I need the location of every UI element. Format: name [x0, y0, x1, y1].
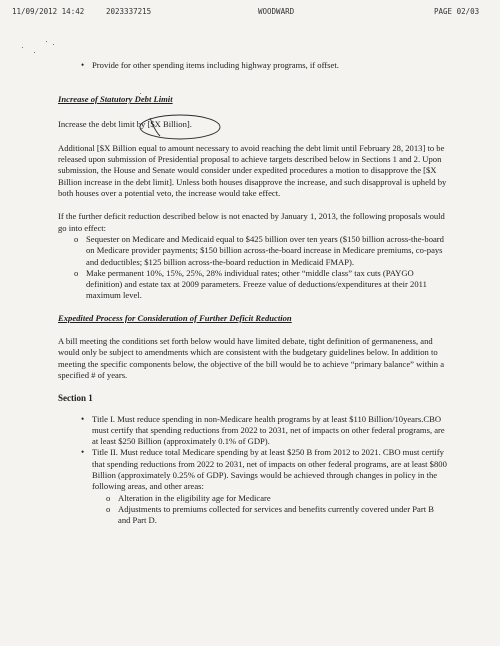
- bullet-dot: •: [81, 447, 85, 458]
- debt-limit-paragraph: Additional [$X Billion equal to amount necessary to avoid reaching the debt limit until February 28, 2013] to be released upon submission of Presidential proposal to achieve targets described below in Sections 1 and 2. Upon submission, the House and Senate would consider under expedited procedures a motion to disapprove the [$X Billion increase in the debt limit]. Unless both houses disapprove the increase, and such disapproval is upheld by both houses over a potential veto, the increase would take effect.: [58, 142, 447, 199]
- title-item-text: Title I. Must reduce spending in non-Medicare health programs by at least $110 Billion/10years.CBO must certify that spending reductions from 2022 to 2031, net of impacts on other federal programs, are at least $250 Billion (approximately 0.1% of GDP).: [92, 413, 445, 447]
- title-item: [58, 414, 448, 448]
- scan-speck: [22, 47, 23, 48]
- bullet-dot: •: [81, 413, 85, 424]
- intro-bullet: [58, 60, 448, 71]
- scan-speck: [34, 52, 35, 53]
- section-title-debt-limit: Increase of Statutory Debt Limit: [58, 94, 173, 105]
- list-item: [58, 234, 448, 268]
- circle-bullet: o: [74, 233, 79, 244]
- subitem-text: Alteration in the eligibility age for Medicare: [118, 492, 271, 503]
- proposal-text: Sequester on Medicare and Medicaid equal to $425 billion over ten years ($150 billion across-the-board on Medicare provider payments; $150 billion across-the-board increase in Medicare premiums, co-pays and deductibles; $125 billion across-the-board reduction in Medicaid FMAP).: [86, 233, 444, 267]
- list-item: [58, 268, 448, 302]
- bullet-dot: •: [81, 60, 85, 70]
- subitem-text: Adjustments to premiums collected for services and benefits currently covered under Part B and Part D.: [118, 503, 434, 526]
- intro-bullet-text: Provide for other spending items including highway programs, if offset.: [92, 60, 339, 70]
- fax-page: PAGE 02/03: [434, 7, 480, 16]
- circle-bullet: o: [74, 267, 79, 278]
- document-page: [58, 60, 448, 527]
- deficit-intro: If the further deficit reduction described below is not enacted by January 1, 2013, the following proposals would go into effect:: [58, 211, 445, 233]
- fax-datetime: 11/09/2012 14:42: [12, 7, 85, 16]
- fax-header: [0, 7, 500, 19]
- list-item: [58, 504, 448, 527]
- title-item: [58, 447, 448, 492]
- section-title-expedited: Expedited Process for Consideration of Further Deficit Reduction: [58, 312, 292, 323]
- list-item: [58, 493, 448, 504]
- proposal-list: [58, 234, 448, 302]
- fax-sender: WOODWARD: [258, 7, 295, 16]
- circle-bullet: o: [106, 492, 111, 503]
- proposal-text: Make permanent 10%, 15%, 25%, 28% individual rates; other “middle class” tax cuts (PAYGO definition) and estate tax at 2009 parameters. Freeze value of deductions/expenditures at their 2011 maximum level.: [86, 267, 427, 301]
- scan-speck: [46, 41, 47, 42]
- title-item-text: Title II. Must reduce total Medicare spending by at least $250 B from 2012 to 2021. CBO must certify that spending reductions from 2022 to 2031, net of impacts on other federal programs, are at least $800 Billion (approximately 0.25% of GDP). Savings would be achieved through changes in policy in the following areas, and other areas:: [92, 447, 447, 492]
- circle-bullet: o: [106, 503, 111, 514]
- expedited-paragraph: A bill meeting the conditions set forth below would have limited debate, tight definition of germaneness, and would only be subject to amendments which are consistent with the budgetary guidelines below. In addition to meeting the specific components below, the objective of the bill would be to achieve “primary balance” within a specified # of years.: [58, 336, 445, 380]
- fax-number: 2023337215: [106, 7, 152, 16]
- section-1-heading: Section 1: [58, 393, 93, 404]
- scan-speck: [53, 44, 54, 45]
- debt-limit-line: Increase the debt limit by [$X Billion].: [58, 118, 192, 129]
